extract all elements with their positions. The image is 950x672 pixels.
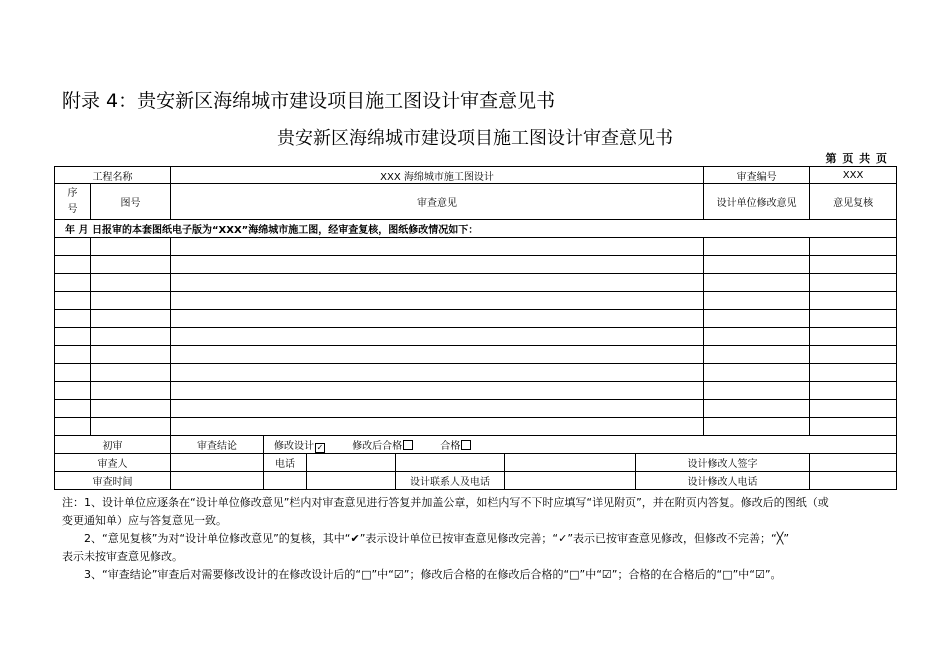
note-1-line-2: 变更通知单）应与答复意见一致。 <box>62 514 227 527</box>
opinion-recheck-cell[interactable] <box>810 400 897 418</box>
seq-cell[interactable] <box>55 328 91 346</box>
drawing-no-cell[interactable] <box>91 238 171 256</box>
design-unit-revision-cell[interactable] <box>704 328 810 346</box>
seq-cell[interactable] <box>55 310 91 328</box>
note-1 <box>62 494 896 512</box>
reviewer-value[interactable] <box>171 454 264 472</box>
design-unit-revision-header: 设计单位修改意见 <box>704 184 810 220</box>
note-2-part-3: ”表示已按审查意见修改，但修改不完善；“ <box>567 532 777 545</box>
review-time-row <box>55 472 897 490</box>
checkbox-empty-icon[interactable] <box>461 440 471 450</box>
table-row <box>55 346 897 364</box>
seq-cell[interactable] <box>55 238 91 256</box>
review-no-label: 审查编号 <box>704 167 810 184</box>
note-2-part-2: ”表示设计单位已按审查意见修改完善；“ <box>359 532 559 545</box>
drawing-no-header: 图号 <box>91 184 171 220</box>
drawing-no-cell[interactable] <box>91 346 171 364</box>
seq-cell[interactable] <box>55 346 91 364</box>
review-opinion-cell[interactable] <box>171 382 704 400</box>
opinion-recheck-cell[interactable] <box>810 292 897 310</box>
project-name-label: 工程名称 <box>55 167 171 184</box>
design-unit-revision-cell[interactable] <box>704 256 810 274</box>
drawing-no-cell[interactable] <box>91 418 171 436</box>
option-pass-after-revision-label: 修改后合格 <box>352 440 403 452</box>
drawing-no-cell[interactable] <box>91 400 171 418</box>
note-2-continued <box>62 548 896 566</box>
drawing-no-cell[interactable] <box>91 364 171 382</box>
drawing-no-cell[interactable] <box>91 274 171 292</box>
option-pass-label: 合格 <box>440 440 461 452</box>
design-unit-revision-cell[interactable] <box>704 310 810 328</box>
initial-review-row <box>55 436 897 454</box>
seq-header-text: 序号 <box>67 187 78 215</box>
review-opinion-cell[interactable] <box>171 418 704 436</box>
reviewer-spare <box>396 454 505 472</box>
design-unit-revision-cell[interactable] <box>704 382 810 400</box>
drawing-no-cell[interactable] <box>91 256 171 274</box>
table-row <box>55 238 897 256</box>
revision-phone-label: 设计修改人电话 <box>636 472 810 490</box>
note-1-continued <box>62 512 896 530</box>
conclusion-label: 审查结论 <box>171 436 264 454</box>
review-time-value[interactable] <box>171 472 264 490</box>
note-2-part-1: 2、“意见复核”为对“设计单位修改意见”的复核，其中“ <box>84 532 351 545</box>
project-row <box>55 167 897 184</box>
opinion-recheck-cell[interactable] <box>810 238 897 256</box>
reviewer-label: 审查人 <box>55 454 171 472</box>
review-time-spare <box>264 472 307 490</box>
review-form-table <box>54 166 897 490</box>
seq-cell[interactable] <box>55 274 91 292</box>
opinion-recheck-cell[interactable] <box>810 364 897 382</box>
checkmark-icon: ✔ <box>350 532 360 545</box>
design-unit-revision-cell[interactable] <box>704 346 810 364</box>
seq-cell[interactable] <box>55 256 91 274</box>
table-row <box>55 256 897 274</box>
note-2 <box>62 530 896 548</box>
option-pass[interactable] <box>440 437 471 452</box>
review-opinion-cell[interactable] <box>171 400 704 418</box>
note-3 <box>62 566 896 584</box>
revision-signer-value[interactable] <box>810 454 897 472</box>
review-opinion-header: 审查意见 <box>171 184 704 220</box>
opinion-recheck-cell[interactable] <box>810 256 897 274</box>
option-revise-design-label: 修改设计 <box>274 440 314 452</box>
drawing-no-cell[interactable] <box>91 382 171 400</box>
review-opinion-cell[interactable] <box>171 310 704 328</box>
review-opinion-cell[interactable] <box>171 256 704 274</box>
review-time-spare-2 <box>307 472 396 490</box>
seq-cell[interactable] <box>55 382 91 400</box>
initial-review-label: 初审 <box>55 436 171 454</box>
design-unit-revision-cell[interactable] <box>704 364 810 382</box>
table-row <box>55 328 897 346</box>
reviewer-row <box>55 454 897 472</box>
revision-signer-label: 设计修改人签字 <box>636 454 810 472</box>
review-opinion-cell[interactable] <box>171 292 704 310</box>
design-contact-label: 设计联系人及电话 <box>396 472 505 490</box>
design-unit-revision-cell[interactable] <box>704 292 810 310</box>
note-3-line: 3、“审查结论”审查后对需要修改设计的在修改设计后的“□”中“☑”；修改后合格的在修改后合格的“□”中“☑”；合格的在合格后的“□”中“☑”。 <box>84 568 782 581</box>
opinion-recheck-cell[interactable] <box>810 310 897 328</box>
opinion-recheck-cell[interactable] <box>810 274 897 292</box>
review-opinion-cell[interactable] <box>171 328 704 346</box>
revision-phone-value[interactable] <box>810 472 897 490</box>
notes <box>62 494 896 584</box>
option-pass-after-revision[interactable] <box>352 437 413 452</box>
table-row <box>55 292 897 310</box>
note-1-line-1: 注：1、设计单位应逐条在“设计单位修改意见”栏内对审查意见进行答复并加盖公章，如栏内写不下时应填写“详见附页”，并在附页内答复。修改后的图纸（或 <box>62 496 829 509</box>
design-unit-revision-cell[interactable] <box>704 418 810 436</box>
document-title: 贵安新区海绵城市建设项目施工图设计审查意见书 <box>277 128 673 149</box>
drawing-no-cell[interactable] <box>91 328 171 346</box>
opinion-recheck-header: 意见复核 <box>810 184 897 220</box>
review-opinion-cell[interactable] <box>171 364 704 382</box>
review-opinion-cell[interactable] <box>171 274 704 292</box>
intro-line: 年 月 日报审的本套图纸电子版为“XXX”海绵城市施工图，经审查复核，图纸修改情况如下： <box>55 220 897 238</box>
table-row <box>55 364 897 382</box>
reviewer-spare-2 <box>505 454 636 472</box>
phone-value[interactable] <box>307 454 396 472</box>
design-unit-revision-cell[interactable] <box>704 238 810 256</box>
table-row <box>55 274 897 292</box>
intro-row <box>55 220 897 238</box>
header-row <box>55 184 897 220</box>
table-row <box>55 310 897 328</box>
opinion-recheck-cell[interactable] <box>810 382 897 400</box>
half-check-icon: ✓ <box>558 532 568 545</box>
drawing-no-cell[interactable] <box>91 310 171 328</box>
conclusion-options <box>264 436 897 454</box>
opinion-recheck-cell[interactable] <box>810 418 897 436</box>
opinion-recheck-cell[interactable] <box>810 328 897 346</box>
design-unit-revision-cell[interactable] <box>704 400 810 418</box>
checkbox-checked-icon[interactable]: ✓ <box>316 442 324 452</box>
seq-cell[interactable] <box>55 292 91 310</box>
appendix-heading: 附录 4：贵安新区海绵城市建设项目施工图设计审查意见书 <box>62 90 556 112</box>
opinion-recheck-cell[interactable] <box>810 346 897 364</box>
page-info: 第 页 共 页 <box>825 152 888 165</box>
table-row <box>55 418 897 436</box>
review-no-value: XXX <box>810 167 897 184</box>
note-2-part-4: ” <box>783 532 790 545</box>
drawing-no-cell[interactable] <box>91 292 171 310</box>
review-time-label: 审查时间 <box>55 472 171 490</box>
review-opinion-cell[interactable] <box>171 346 704 364</box>
seq-cell[interactable] <box>55 400 91 418</box>
phone-label: 电话 <box>264 454 307 472</box>
checkbox-empty-icon[interactable] <box>403 440 413 450</box>
seq-cell[interactable] <box>55 364 91 382</box>
design-contact-value[interactable] <box>505 472 636 490</box>
design-unit-revision-cell[interactable] <box>704 274 810 292</box>
table-row <box>55 382 897 400</box>
project-name-value: XXX 海绵城市施工图设计 <box>171 167 704 184</box>
seq-cell[interactable] <box>55 418 91 436</box>
table-row <box>55 400 897 418</box>
seq-header <box>55 184 91 220</box>
option-revise-design[interactable] <box>274 437 325 453</box>
note-2-line-2: 表示未按审查意见修改。 <box>62 550 183 563</box>
cross-icon: ╳ <box>776 532 784 545</box>
review-opinion-cell[interactable] <box>171 238 704 256</box>
